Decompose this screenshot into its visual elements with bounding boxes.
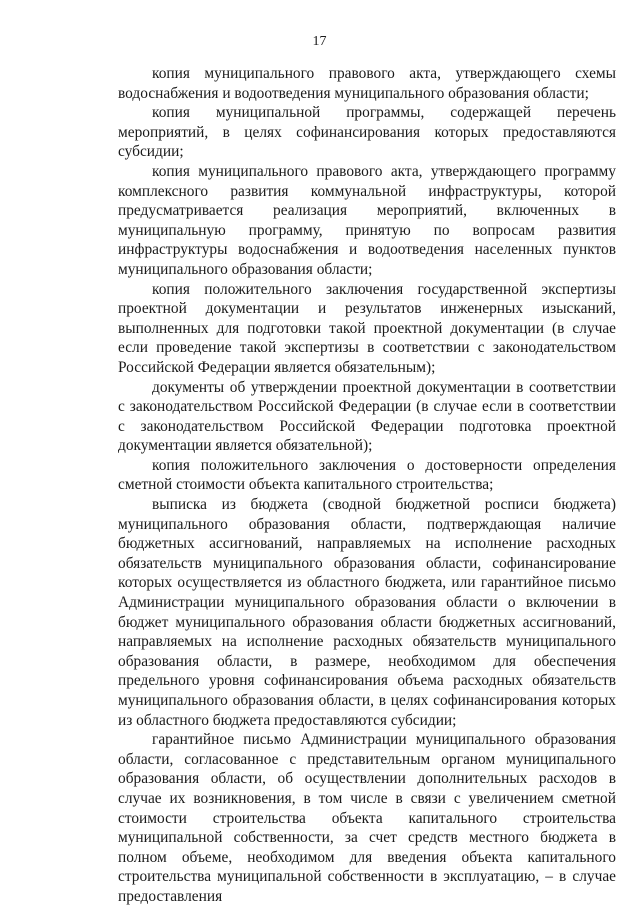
paragraph-budget-extract: выписка из бюджета (сводной бюджетной росписи бюджета) муниципального образования области, подтверждающая наличие бюджетных ассигнований, направляемых на исполнение расходных обязательств муниципального образования области, софинансирование которых осуществляется из областного бюджета, или гарантийное письмо Администрации муниципального образования области о включении в бюджет муниципального образования области бюджетных ассигнований, направляемых на исполнение расходных обязательств муниципального образования области, в размере, необходимом для обеспечения предельного уровня софинансирования объема расходных обязательств муниципального образования области, в целях софинансирования которых из областного бюджета предоставляются субсидии;: [118, 496, 616, 729]
document-body: [118, 64, 616, 907]
page-number: 17: [312, 34, 327, 49]
paragraph-municipal-program: копия муниципальной программы, содержащей перечень мероприятий, в целях софинансирования которых предоставляются субсидии;: [118, 104, 616, 161]
paragraph-guarantee-letter: гарантийное письмо Администрации муниципального образования области, согласованное с представительным органом муниципального образования области, об осуществлении дополнительных расходов в случае их возникновения, в том числе в связи с увеличением сметной стоимости строительства объекта капитального строительства муниципальной собственности, за счет средств местного бюджета в полном объеме, необходимом для введения объекта капитального строительства муниципальной собственности в эксплуатацию, – в случае предоставления: [118, 731, 616, 905]
paragraph-water-supply-scheme: копия муниципального правового акта, утверждающего схемы водоснабжения и водоотведения муниципального образования области;: [118, 65, 616, 102]
paragraph-cost-estimate: копия положительного заключения о достоверности определения сметной стоимости объекта капитального строительства;: [118, 456, 616, 494]
paragraph-state-expertise: копия положительного заключения государственной экспертизы проектной документации и результатов инженерных изысканий, выполненных для подготовки такой проектной документации (в случае если проведение такой экспертизы в соответствии с законодательством Российской Федерации является обязательным);: [118, 280, 616, 376]
paragraph-infrastructure-program: копия муниципального правового акта, утверждающего программу комплексного развития коммунальной инфраструктуры, которой предусматривается реализация мероприятий, включенных в муниципальную программу, принятую по вопросам развития инфраструктуры водоснабжения и водоотведения населенных пунктов муниципального образования области;: [118, 162, 616, 278]
paragraph-project-approval: документы об утверждении проектной документации в соответствии с законодательством Российской Федерации (в случае если в соответствии с законодательством Российской Федерации подготовка проектной документации является обязательной);: [118, 378, 616, 455]
